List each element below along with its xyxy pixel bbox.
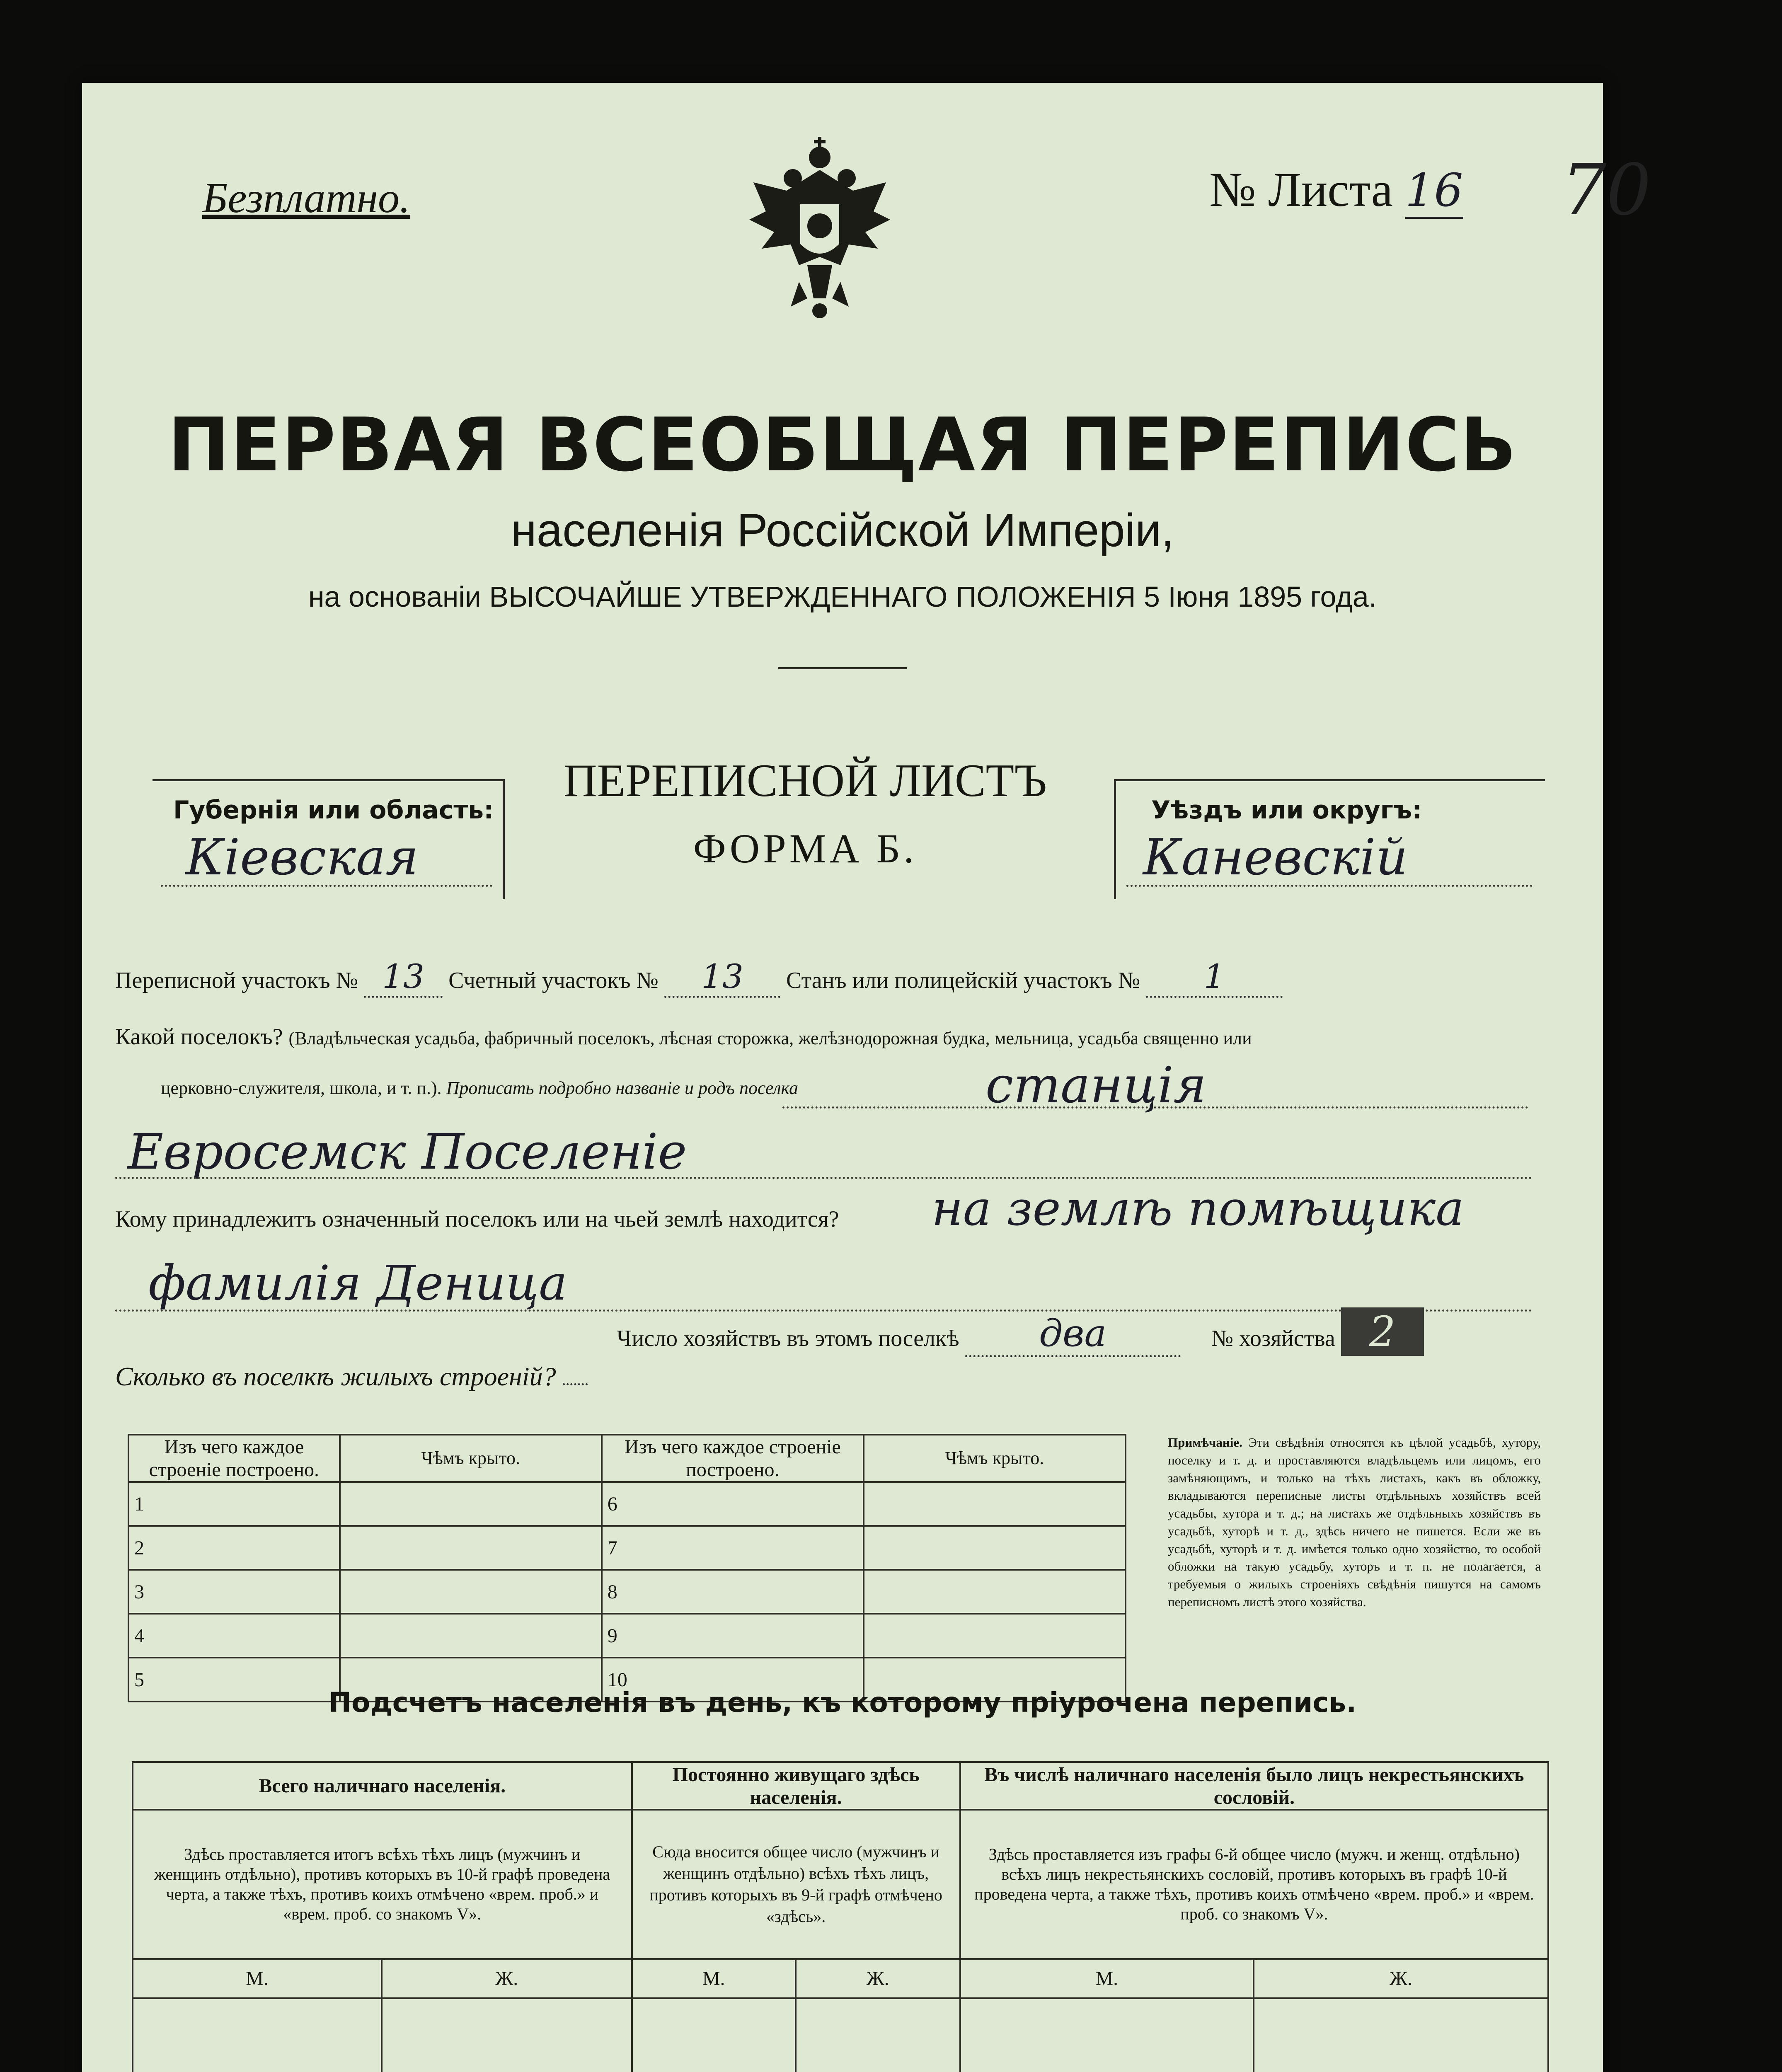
census-title: ПЕРВАЯ ВСЕОБЩАЯ ПЕРЕПИСЬ <box>168 402 1517 488</box>
settlement-hint: (Владѣльческая усадьба, фабричный поселокъ, лѣсная сторожка, желѣзнодорожная будка, мельница, усадьба священно или <box>288 1028 1252 1048</box>
settlement-line <box>115 1024 1252 1050</box>
settlement-value-1[interactable]: станція <box>985 1057 1207 1114</box>
district-line <box>115 957 1283 998</box>
roof-cell[interactable] <box>340 1570 602 1614</box>
roof-cell[interactable] <box>864 1570 1126 1614</box>
female-label: Ж. <box>1254 1959 1548 1998</box>
uezd-underline <box>1126 885 1533 887</box>
settlement-hint2: церковно-служителя, школа, и т. п.). <box>161 1078 442 1098</box>
gubernia-top-rule <box>153 779 503 781</box>
roof-cell[interactable] <box>864 1526 1126 1570</box>
uezd-label: Уѣздъ или округъ: <box>1151 796 1422 825</box>
roof-cell[interactable] <box>340 1482 602 1526</box>
header-divider <box>778 667 907 669</box>
households-line <box>617 1307 1424 1357</box>
stan-label: Станъ или полицейскій участокъ № <box>786 968 1140 993</box>
summary-col1-head: Всего наличнаго населенія. <box>133 1762 632 1810</box>
note-block <box>1168 1434 1541 1611</box>
summary-col2-text: Сюда вносится общее число (мужчинъ и женщинъ отдѣльно) всѣхъ тѣхъ лицъ, противъ которыхъ въ 9-й графѣ отмѣчено «здѣсь». <box>632 1810 960 1959</box>
uezd-top-rule <box>1114 779 1545 781</box>
form-title: ПЕРЕПИСНОЙ ЛИСТЪ <box>563 755 1047 806</box>
female-label: Ж. <box>382 1959 632 1998</box>
stan-value[interactable]: 1 <box>1146 957 1283 998</box>
female-label: Ж. <box>796 1959 960 1998</box>
male-label: М. <box>632 1959 796 1998</box>
settlement-label: Какой поселокъ? <box>115 1024 283 1050</box>
row-number: 2 <box>128 1526 340 1570</box>
col-material-left: Изъ чего каждое строеніе построено. <box>128 1435 340 1482</box>
owner-label: Кому принадлежитъ означенный поселокъ или на чьей землѣ находится? <box>115 1206 839 1232</box>
row-number: 1 <box>128 1482 340 1526</box>
male-count-cell[interactable] <box>960 1998 1254 2072</box>
count-district-label: Счетный участокъ № <box>448 968 659 993</box>
gubernia-underline <box>161 885 492 887</box>
male-count-cell[interactable] <box>632 1998 796 2072</box>
male-count-cell[interactable] <box>133 1998 382 2072</box>
row-number: 9 <box>602 1614 864 1658</box>
census-form-sheet <box>82 83 1651 2072</box>
summary-col3-text: Здѣсь проставляется изъ графы 6-й общее число (мужч. и женщ. отдѣльно) всѣхъ лицъ некрестьянскихъ сословій, противъ которыхъ въ графѣ 10-й проведена черта, а также тѣхъ, противъ коихъ отмѣчено «врем. проб.» и «врем. проб. со знакомъ V». <box>960 1810 1548 1959</box>
gubernia-side-rule <box>503 779 505 899</box>
households-label: Число хозяйствъ въ этомъ поселкѣ <box>617 1326 959 1351</box>
row-number: 7 <box>602 1526 864 1570</box>
household-no-value[interactable]: 2 <box>1341 1307 1424 1356</box>
census-basis: на основаніи ВЫСОЧАЙШЕ УТВЕРЖДЕННАГО ПОЛОЖЕНІЯ 5 Іюня 1895 года. <box>308 581 1377 613</box>
buildings-table <box>128 1434 1126 1702</box>
household-no-label: № хозяйства <box>1211 1326 1335 1351</box>
summary-col3-head: Въ числѣ наличнаго населенія было лицъ некрестьянскихъ сословій. <box>960 1762 1548 1810</box>
summary-col2-head: Постоянно живущаго здѣсь населенія. <box>632 1762 960 1810</box>
roof-cell[interactable] <box>864 1614 1126 1658</box>
summary-title: Подсчетъ населенія въ день, къ которому пріурочена перепись. <box>328 1687 1357 1719</box>
sheet-number-label: № Листа <box>1209 162 1393 217</box>
roof-cell[interactable] <box>864 1482 1126 1526</box>
free-label: Безплатно. <box>202 174 411 222</box>
settlement-underline-2 <box>115 1177 1533 1179</box>
owner-value-2[interactable]: фамилія Деница <box>148 1256 567 1311</box>
row-number: 3 <box>128 1570 340 1614</box>
uezd-value[interactable]: Каневскій <box>1143 829 1408 886</box>
male-label: М. <box>133 1959 382 1998</box>
gubernia-label: Губернія или область: <box>173 796 494 825</box>
row-number: 6 <box>602 1482 864 1526</box>
row-number: 5 <box>128 1658 340 1702</box>
settlement-hint-line <box>161 1077 798 1099</box>
census-district-label: Переписной участокъ № <box>115 968 358 993</box>
roof-cell[interactable] <box>340 1614 602 1658</box>
census-subtitle: населенія Россійской Имперіи, <box>511 504 1174 556</box>
female-count-cell[interactable] <box>382 1998 632 2072</box>
sheet-number-block <box>1209 162 1463 218</box>
col-roof-left: Чѣмъ крыто. <box>340 1435 602 1482</box>
sheet-number-value: 16 <box>1405 164 1463 219</box>
gubernia-value[interactable]: Кіевская <box>186 829 419 886</box>
female-count-cell[interactable] <box>796 1998 960 2072</box>
settlement-value-2[interactable]: Евросемск Поселеніе <box>128 1123 687 1180</box>
uezd-side-rule <box>1114 779 1116 899</box>
dwellings-line <box>115 1361 588 1392</box>
settlement-hint-italic: Прописать подробно названіе и родъ поселка <box>446 1078 798 1098</box>
households-value[interactable]: два <box>965 1312 1181 1357</box>
dwellings-value-blank[interactable] <box>563 1383 588 1385</box>
col-roof-right: Чѣмъ крыто. <box>864 1435 1126 1482</box>
male-label: М. <box>960 1959 1254 1998</box>
summary-col1-text: Здѣсь проставляется итогъ всѣхъ тѣхъ лицъ (мужчинъ и женщинъ отдѣльно), противъ которыхъ въ 10-й графѣ проведена черта, а также тѣхъ, противъ коихъ отмѣчено «врем. проб.» и «врем. проб. со знакомъ V». <box>133 1810 632 1959</box>
form-type: ФОРМА Б. <box>693 825 918 871</box>
row-number: 4 <box>128 1614 340 1658</box>
note-title: Примѣчаніе. <box>1168 1435 1242 1450</box>
census-district-value[interactable]: 13 <box>364 957 443 998</box>
col-material-right: Изъ чего каждое строеніе построено. <box>602 1435 864 1482</box>
row-number: 10 <box>602 1658 864 1702</box>
row-number: 8 <box>602 1570 864 1614</box>
double-headed-eagle-icon <box>737 133 903 327</box>
dwellings-label: Сколько въ поселкѣ жилыхъ строеній? <box>115 1362 556 1391</box>
roof-cell[interactable] <box>340 1526 602 1570</box>
note-text: Эти свѣдѣнія относятся къ цѣлой усадьбѣ, хутору, поселку и т. д. и проставляются владѣльцемъ или лицомъ, его замѣняющимъ, и только на тѣхъ листахъ, какъ въ обложку, вкладываются переписные листы отдѣльныхъ хозяйствъ всей усадьбы, хутора и т. д.; на листахъ же отдѣльныхъ хозяйствъ въ усадьбѣ, хуторѣ и т. д., здѣсь ничего не пишется. Если же въ усадьбѣ, хуторѣ и т. д. имѣется только одно хозяйство, то особой обложки на такую усадьбу, хуторъ и т. п. не полагается, а требуемыя о жилыхъ строеніяхъ свѣдѣнія пишутся на самомъ переписномъ листѣ этого хозяйства. <box>1168 1435 1541 1609</box>
count-district-value[interactable]: 13 <box>664 957 780 998</box>
summary-table <box>132 1761 1549 2072</box>
female-count-cell[interactable] <box>1254 1998 1548 2072</box>
sheet-number-handwritten: 70 <box>1562 149 1651 231</box>
owner-value-1[interactable]: на землѣ помѣщика <box>932 1181 1464 1237</box>
